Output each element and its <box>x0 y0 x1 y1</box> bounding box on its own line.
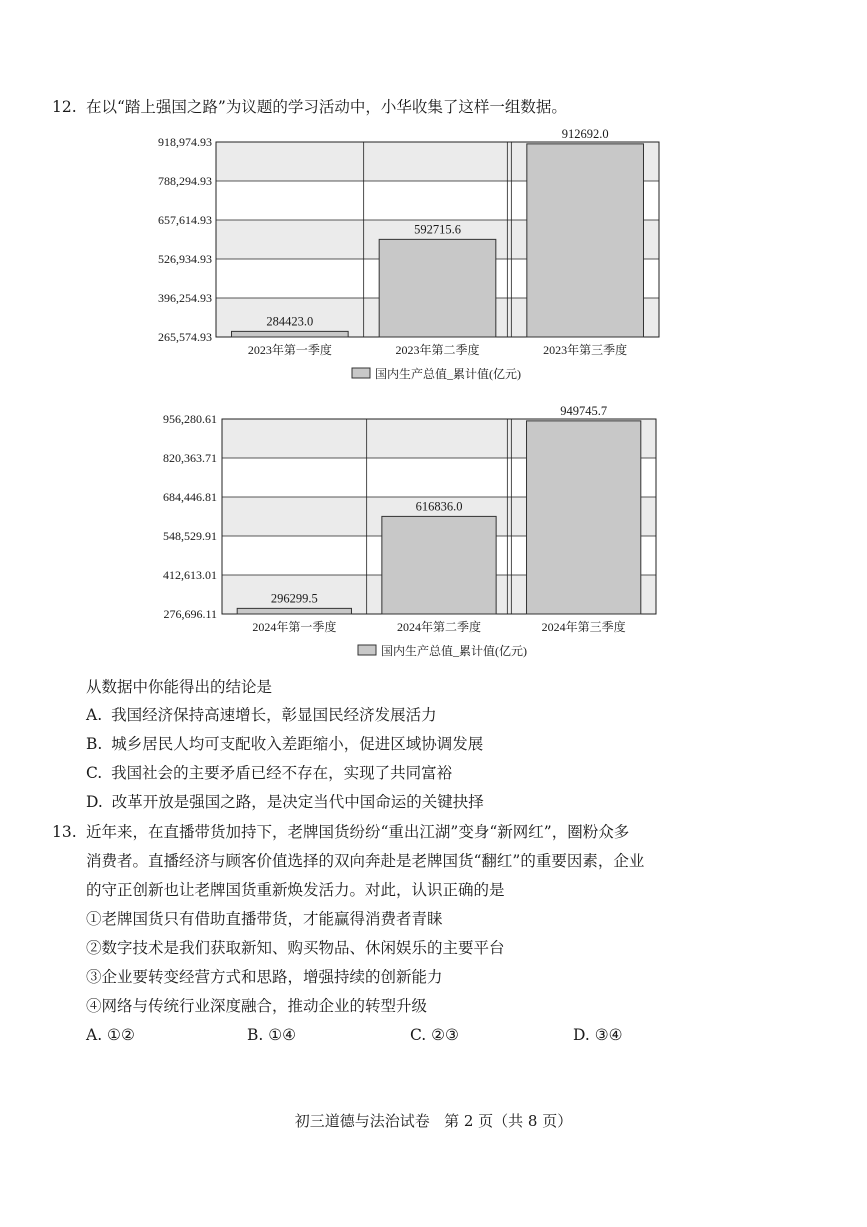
bar <box>527 144 644 337</box>
q13-choice-a: A. ①② <box>86 1026 135 1044</box>
bar <box>237 608 351 614</box>
option-letter: D. <box>86 793 103 811</box>
gdp-chart-2024 <box>163 404 656 658</box>
x-tick-label: 2023年第一季度 <box>247 343 332 357</box>
y-tick-label: 412,613.01 <box>163 568 217 582</box>
bar-value-label: 296299.5 <box>270 591 318 606</box>
bar-value-label: 592715.6 <box>414 222 461 237</box>
q12-option-a <box>86 705 437 725</box>
bar-value-label: 949745.7 <box>560 403 608 418</box>
y-tick-label: 276,696.11 <box>163 607 217 621</box>
y-tick-label: 956,280.61 <box>163 412 217 426</box>
legend-swatch <box>352 368 370 378</box>
option-text: 改革开放是强国之路，是决定当代中国命运的关键抉择 <box>111 793 484 811</box>
y-tick-label: 265,574.93 <box>158 330 212 344</box>
q12-option-d <box>86 792 484 812</box>
q13-choice-d: D. ③④ <box>573 1026 623 1044</box>
y-tick-label: 918,974.93 <box>158 135 212 149</box>
bar <box>527 421 641 614</box>
y-tick-label: 526,934.93 <box>158 252 212 266</box>
x-tick-label: 2023年第二季度 <box>395 343 480 357</box>
option-letter: B. <box>86 735 103 753</box>
bar-value-label: 616836.0 <box>415 499 463 514</box>
q13-statement-2: ②数字技术是我们获取新知、购买物品、休闲娱乐的主要平台 <box>86 939 505 957</box>
bar <box>382 516 496 614</box>
q13-statement-1: ①老牌国货只有借助直播带货，才能赢得消费者青睐 <box>86 910 443 928</box>
y-tick-label: 396,254.93 <box>158 291 212 305</box>
legend-swatch <box>358 645 376 655</box>
q13-choice-b: B. ①④ <box>247 1026 297 1044</box>
q12-option-b <box>86 734 483 754</box>
option-text: 我国经济保持高速增长，彰显国民经济发展活力 <box>111 706 437 724</box>
option-letter: C. <box>86 764 103 782</box>
y-tick-label: 657,614.93 <box>158 213 212 227</box>
q13-stem-line-3: 的守正创新也让老牌国货重新焕发活力。对此，认识正确的是 <box>86 881 505 899</box>
x-tick-label: 2024年第二季度 <box>396 620 482 634</box>
bar <box>379 239 496 337</box>
y-tick-label: 788,294.93 <box>158 174 212 188</box>
x-tick-label: 2024年第三季度 <box>541 620 626 634</box>
y-tick-label: 548,529.91 <box>163 529 217 543</box>
q13-choice-c: C. ②③ <box>410 1026 459 1044</box>
bar-value-label: 284423.0 <box>266 314 314 329</box>
option-text: 我国社会的主要矛盾已经不存在，实现了共同富裕 <box>111 764 453 782</box>
y-tick-label: 820,363.71 <box>163 451 217 465</box>
q12-prompt: 从数据中你能得出的结论是 <box>86 678 273 696</box>
q12-number: 12. <box>52 98 77 116</box>
bar-value-label: 912692.0 <box>561 126 609 141</box>
x-tick-label: 2024年第一季度 <box>252 620 337 634</box>
q12-stem: 在以“踏上强国之路”为议题的学习活动中，小华收集了这样一组数据。 <box>86 98 567 116</box>
page-footer: 初三道德与法治试卷 第 2 页（共 8 页） <box>294 1112 573 1130</box>
legend-label: 国内生产总值_累计值(亿元) <box>375 367 521 381</box>
x-tick-label: 2023年第三季度 <box>543 343 628 357</box>
gdp-chart-2023 <box>158 127 659 381</box>
legend-label: 国内生产总值_累计值(亿元) <box>381 644 527 658</box>
option-letter: A. <box>86 706 103 724</box>
y-tick-label: 684,446.81 <box>163 490 217 504</box>
q13-stem-line-1: 近年来，在直播带货加持下，老牌国货纷纷“重出江湖”变身“新网红”，圈粉众多 <box>86 823 630 841</box>
q13-stem-line-2: 消费者。直播经济与顾客价值选择的双向奔赴是老牌国货“翻红”的重要因素，企业 <box>86 852 645 870</box>
q13-statement-4: ④网络与传统行业深度融合，推动企业的转型升级 <box>86 997 428 1015</box>
bar <box>232 331 349 337</box>
option-text: 城乡居民人均可支配收入差距缩小，促进区域协调发展 <box>111 735 484 753</box>
q12-option-c <box>86 763 452 783</box>
q13-statement-3: ③企业要转变经营方式和思路，增强持续的创新能力 <box>86 968 443 986</box>
q13-number: 13. <box>52 823 77 841</box>
